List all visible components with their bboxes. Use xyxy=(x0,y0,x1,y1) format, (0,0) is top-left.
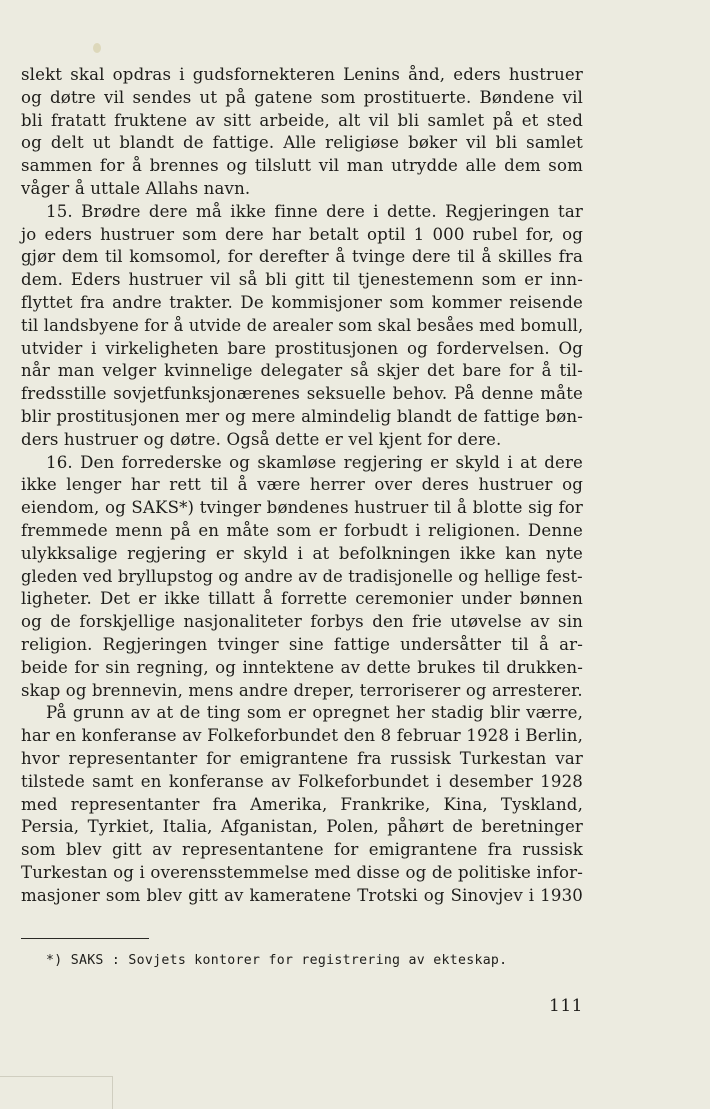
text-line: ligheter. Det er ikke tillatt å forrette ceremonier under bønnen xyxy=(21,589,583,609)
text-line: når man velger kvinnelige delegater så skjer det bare for å til- xyxy=(21,361,583,381)
footnote: *) SAKS : Sovjets kontorer for registrering av ekteskap. xyxy=(46,953,508,968)
text-line: eiendom, og SAKS*) tvinger bøndenes hustruer til å blotte sig for xyxy=(21,498,583,518)
text-line: utvider i virkeligheten bare prostitusjonen og fordervelsen. Og xyxy=(21,338,583,358)
text-line: ders hustruer og døtre. Også dette er vel kjent for dere. xyxy=(21,429,502,449)
text-line: 16. Den forrederske og skamløse regjering er skyld i at dere xyxy=(46,452,583,472)
page-edge xyxy=(0,1076,113,1109)
text-line: dem. Eders hustruer vil så bli gitt til tjenestemenn som er inn- xyxy=(21,270,583,290)
text-line: jo eders hustruer som dere har betalt optil 1 000 rubel for, og xyxy=(21,224,583,244)
text-line: våger å uttale Allahs navn. xyxy=(21,178,251,198)
text-line: og de forskjellige nasjonaliteter forbys den frie utøvelse av sin xyxy=(21,612,583,632)
text-line: hvor representanter for emigrantene fra russisk Turkestan var xyxy=(21,748,583,768)
text-line: med representanter fra Amerika, Frankrike, Kina, Tyskland, xyxy=(21,794,583,814)
text-line: ikke lenger har rett til å være herrer over deres hustruer og xyxy=(21,475,583,495)
text-line: skap og brennevin, mens andre dreper, terroriserer og arresterer. xyxy=(21,680,583,700)
text-line: sammen for å brennes og tilslutt vil man utrydde alle dem som xyxy=(21,156,583,176)
text-line: og delt ut blandt de fattige. Alle religiøse bøker vil bli samlet xyxy=(21,133,583,153)
paper-stain xyxy=(93,43,101,53)
text-line: blir prostitusjonen mer og mere almindelig blandt de fattige bøn- xyxy=(21,406,583,426)
text-line: slekt skal opdras i gudsfornekteren Lenins ånd, eders hustruer xyxy=(21,65,583,84)
text-line: flyttet fra andre trakter. De kommisjoner som kommer reisende xyxy=(21,292,583,312)
text-line: og døtre vil sendes ut på gatene som prostituerte. Bøndene vil xyxy=(21,87,583,107)
text-line: som blev gitt av representantene for emigrantene fra russisk xyxy=(21,840,583,860)
text-line: Turkestan og i overensstemmelse med disse og de politiske infor- xyxy=(21,862,583,882)
text-line: gjør dem til komsomol, for derefter å tvinge dere til å skilles fra xyxy=(21,247,583,267)
footnote-rule xyxy=(21,938,149,939)
text-line: beide for sin regning, og inntektene av dette brukes til drukken- xyxy=(21,657,583,677)
text-line: tilstede samt en konferanse av Folkeforbundet i desember 1928 xyxy=(21,771,583,791)
text-line: til landsbyene for å utvide de arealer som skal besåes med bomull, xyxy=(21,315,584,335)
body-text xyxy=(21,64,583,907)
text-line: Persia, Tyrkiet, Italia, Afganistan, Polen, påhørt de beretninger xyxy=(21,817,583,837)
text-line: På grunn av at de ting som er opregnet her stadig blir værre, xyxy=(46,703,583,723)
text-line: gleden ved bryllupstog og andre av de tradisjonelle og hellige fest- xyxy=(21,566,583,586)
text-line: 15. Brødre dere må ikke finne dere i dette. Regjeringen tar xyxy=(46,201,583,221)
page-number: 111 xyxy=(549,996,583,1016)
text-line: ulykksalige regjering er skyld i at befolkningen ikke kan nyte xyxy=(21,543,583,563)
text-line: fredsstille sovjetfunksjonærenes seksuelle behov. På denne måte xyxy=(21,384,583,404)
text-line: religion. Regjeringen tvinger sine fattige undersåtter til å ar- xyxy=(21,634,583,654)
text-line: masjoner som blev gitt av kameratene Trotski og Sinovjev i 1930 xyxy=(21,885,583,905)
text-line: har en konferanse av Folkeforbundet den 8 februar 1928 i Berlin, xyxy=(21,726,583,746)
text-line: bli fratatt fruktene av sitt arbeide, alt vil bli samlet på et sted xyxy=(21,110,583,130)
text-line: fremmede menn på en måte som er forbudt i religionen. Denne xyxy=(21,520,583,540)
